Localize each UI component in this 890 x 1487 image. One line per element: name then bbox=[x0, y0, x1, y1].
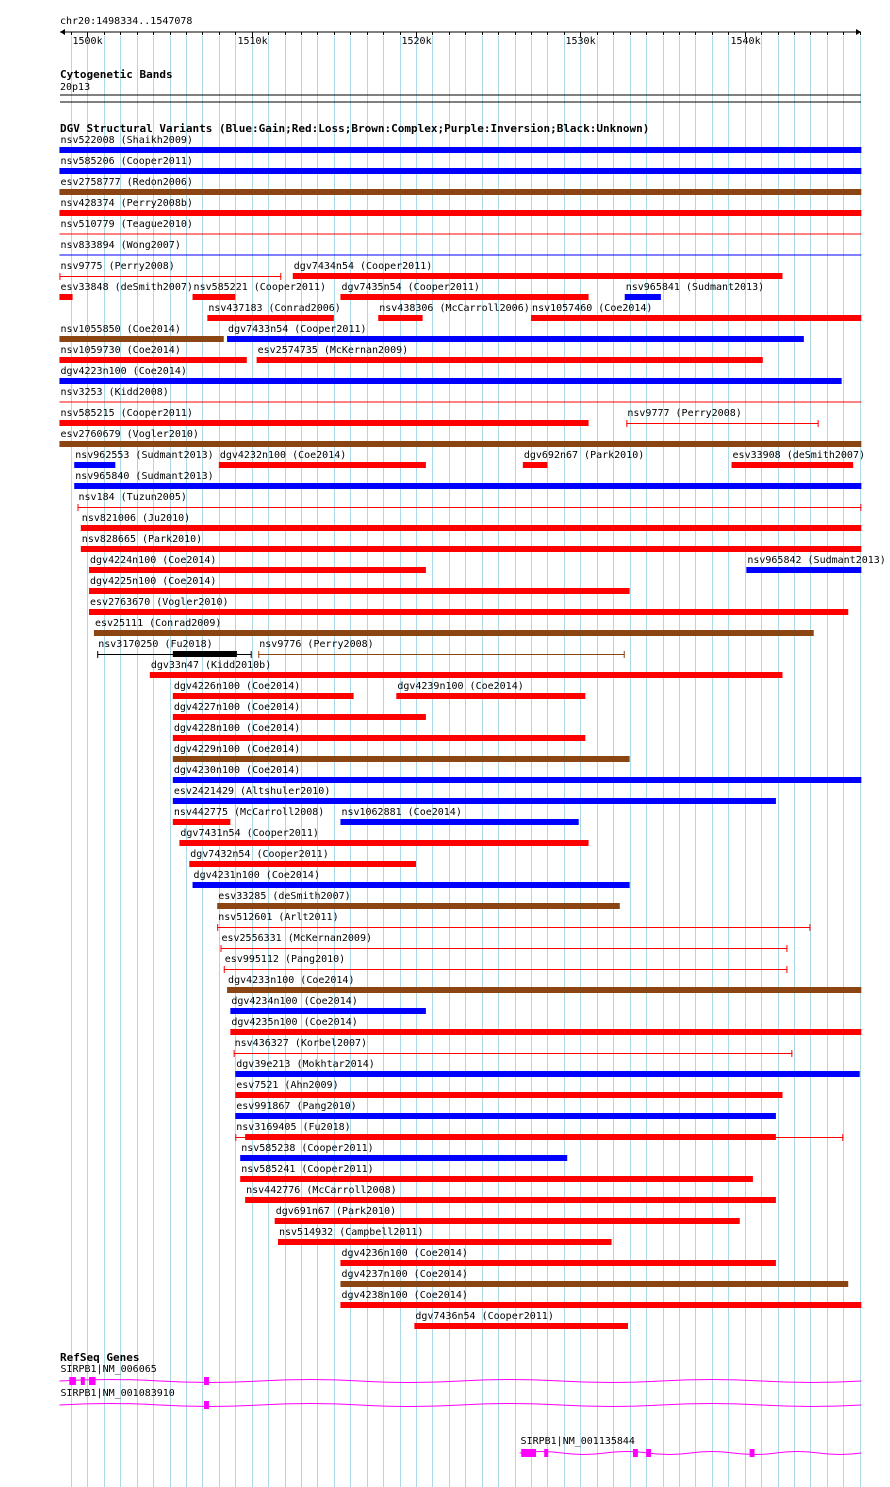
dgv-variant[interactable] bbox=[340, 1248, 775, 1266]
dgv-variant-label: nsv1055850 (Coe2014) bbox=[60, 324, 181, 335]
refseq-track-title: RefSeq Genes bbox=[60, 1351, 140, 1364]
ruler-tick-label: 1540k bbox=[730, 36, 761, 47]
dgv-variant-label: nsv514932 (Campbell2011) bbox=[278, 1227, 424, 1238]
dgv-variant-label: esv991867 (Pang2010) bbox=[236, 1101, 357, 1112]
dgv-variant[interactable] bbox=[59, 135, 861, 153]
dgv-variant[interactable] bbox=[173, 765, 862, 783]
dgv-variant[interactable] bbox=[59, 345, 246, 363]
dgv-variant-bar[interactable] bbox=[414, 1323, 628, 1329]
dgv-variant[interactable] bbox=[235, 1080, 782, 1098]
dgv-variant-label: dgv4223n100 (Coe2014) bbox=[60, 366, 187, 377]
dgv-variant-label: dgv4237n100 (Coe2014) bbox=[341, 1269, 468, 1280]
refseq-track[interactable] bbox=[59, 1351, 861, 1457]
dgv-variant-label: nsv1057460 (Coe2014) bbox=[532, 303, 653, 314]
dgv-variant[interactable] bbox=[275, 1206, 740, 1224]
dgv-variant-bar[interactable] bbox=[193, 882, 630, 888]
dgv-variant-bar[interactable] bbox=[89, 567, 426, 573]
dgv-variant[interactable] bbox=[258, 639, 624, 658]
dgv-variant-bar[interactable] bbox=[173, 735, 585, 741]
dgv-variant-label: dgv4233n100 (Coe2014) bbox=[228, 975, 355, 986]
dgv-variant[interactable] bbox=[240, 1143, 567, 1161]
dgv-variant-label: dgv7433n54 (Cooper2011) bbox=[228, 324, 367, 335]
dgv-variant-label: nsv821006 (Ju2010) bbox=[81, 513, 191, 524]
dgv-variant-bar[interactable] bbox=[340, 1302, 861, 1308]
dgv-variant-label: dgv4228n100 (Coe2014) bbox=[173, 723, 301, 734]
dgv-variant[interactable] bbox=[150, 660, 783, 678]
dgv-variant[interactable] bbox=[207, 303, 340, 321]
dgv-variant-label: dgv4224n100 (Coe2014) bbox=[90, 555, 217, 566]
dgv-variant-bar[interactable] bbox=[59, 210, 861, 216]
dgv-variant-label: nsv965841 (Sudmant2013) bbox=[625, 282, 765, 293]
dgv-variant-bar[interactable] bbox=[531, 315, 861, 321]
dgv-variant[interactable] bbox=[396, 681, 585, 699]
dgv-variant[interactable] bbox=[59, 408, 588, 426]
dgv-variant-label: esv7521 (Ahn2009) bbox=[236, 1080, 339, 1091]
dgv-variant-bar[interactable] bbox=[173, 756, 630, 762]
dgv-variant-bar[interactable] bbox=[240, 1155, 567, 1161]
dgv-variant-bar[interactable] bbox=[257, 357, 763, 363]
refseq-gene-label: SIRPB1|NM_001083910 bbox=[60, 1388, 175, 1399]
dgv-variant-bar[interactable] bbox=[173, 798, 776, 804]
dgv-variant[interactable] bbox=[59, 282, 192, 300]
dgv-variant-label: nsv428374 (Perry2008b) bbox=[60, 198, 193, 209]
dgv-variant-bar[interactable] bbox=[217, 903, 620, 909]
dgv-track-title: DGV Structural Variants (Blue:Gain;Red:Loss;Brown:Complex;Purple:Inversion;Black:Unknown) bbox=[60, 122, 650, 135]
ruler-tick-label: 1530k bbox=[565, 36, 596, 47]
refseq-exon[interactable] bbox=[204, 1401, 209, 1409]
refseq-intron-line bbox=[59, 1404, 861, 1407]
dgv-variant-bar[interactable] bbox=[625, 294, 661, 300]
dgv-variant-label: dgv7432n54 (Cooper2011) bbox=[190, 849, 329, 860]
dgv-variant-bar[interactable] bbox=[523, 462, 548, 468]
dgv-variant-label: nsv3253 (Kidd2008) bbox=[60, 387, 169, 398]
dgv-variant-bar[interactable] bbox=[81, 525, 862, 531]
dgv-variant-label: esv2574735 (McKernan2009) bbox=[257, 345, 409, 356]
dgv-variant-label: esv2758777 (Redon2006) bbox=[60, 177, 193, 188]
dgv-variant[interactable] bbox=[414, 1311, 628, 1329]
refseq-exon[interactable] bbox=[521, 1449, 536, 1457]
dgv-variant-bar[interactable] bbox=[74, 483, 861, 489]
dgv-variant[interactable] bbox=[340, 282, 588, 300]
refseq-exon[interactable] bbox=[81, 1377, 85, 1385]
dgv-variant-bar[interactable] bbox=[173, 777, 862, 783]
dgv-variant-bar[interactable] bbox=[227, 987, 861, 993]
dgv-variant[interactable] bbox=[193, 282, 326, 300]
dgv-variant-bar[interactable] bbox=[240, 1176, 753, 1182]
refseq-exon[interactable] bbox=[750, 1449, 755, 1457]
dgv-variant-bar[interactable] bbox=[189, 861, 416, 867]
dgv-variant-bar[interactable] bbox=[235, 1113, 776, 1119]
dgv-variant-label: dgv4230n100 (Coe2014) bbox=[173, 765, 301, 776]
dgv-variant-label: nsv442776 (McCarroll2008) bbox=[246, 1185, 397, 1196]
dgv-variant-label: nsv965840 (Sudmant2013) bbox=[75, 471, 214, 482]
dgv-variant-label: nsv585215 (Cooper2011) bbox=[60, 408, 193, 419]
refseq-gene-label: SIRPB1|NM_006065 bbox=[60, 1364, 157, 1375]
refseq-exon[interactable] bbox=[633, 1449, 638, 1457]
dgv-variant-label: dgv4225n100 (Coe2014) bbox=[90, 576, 217, 587]
dgv-variant[interactable] bbox=[173, 702, 426, 720]
dgv-variant-bar[interactable] bbox=[340, 294, 588, 300]
dgv-variant-label: nsv3170250 (Fu2018) bbox=[98, 639, 213, 650]
dgv-variant[interactable] bbox=[94, 618, 814, 636]
dgv-variant[interactable] bbox=[81, 534, 862, 552]
dgv-variant-label: nsv585221 (Cooper2011) bbox=[193, 282, 327, 293]
refseq-exon[interactable] bbox=[89, 1377, 96, 1385]
ruler-tick-label: 1500k bbox=[72, 36, 103, 47]
refseq-gene[interactable] bbox=[59, 1388, 861, 1409]
dgv-variant[interactable] bbox=[523, 450, 644, 468]
dgv-variant-bar[interactable] bbox=[340, 819, 578, 825]
dgv-variant-label: dgv4231n100 (Coe2014) bbox=[193, 870, 320, 881]
dgv-variant-label: nsv965842 (Sudmant2013) bbox=[747, 555, 886, 566]
dgv-variant-label: nsv184 (Tuzun2005) bbox=[78, 492, 187, 503]
dgv-variant-bar[interactable] bbox=[59, 357, 246, 363]
cytoband-label: 20p13 bbox=[60, 82, 91, 93]
ruler-tick-label: 1520k bbox=[401, 36, 432, 47]
dgv-variant[interactable] bbox=[59, 240, 861, 255]
dgv-variant-label: dgv4234n100 (Coe2014) bbox=[231, 996, 358, 1007]
dgv-variant[interactable] bbox=[89, 597, 848, 615]
dgv-variant-label: nsv436327 (Korbel2007) bbox=[234, 1038, 368, 1049]
dgv-variant-label: dgv691n67 (Park2010) bbox=[275, 1206, 397, 1217]
refseq-gene[interactable] bbox=[59, 1364, 861, 1385]
dgv-variant-label: nsv3169405 (Fu2018) bbox=[236, 1122, 351, 1133]
dgv-variant[interactable] bbox=[173, 723, 585, 741]
dgv-variant-label: esv2556331 (McKernan2009) bbox=[221, 933, 372, 944]
dgv-variant[interactable] bbox=[217, 912, 810, 931]
dgv-variant-label: nsv512601 (Arlt2011) bbox=[218, 912, 339, 923]
dgv-variant-bar[interactable] bbox=[275, 1218, 740, 1224]
dgv-variant[interactable] bbox=[217, 891, 620, 909]
dgv-variant-bar[interactable] bbox=[81, 546, 862, 552]
dgv-variant[interactable] bbox=[59, 324, 223, 342]
refseq-exon[interactable] bbox=[69, 1377, 76, 1385]
dgv-variant-label: nsv828665 (Park2010) bbox=[81, 534, 203, 545]
refseq-exon[interactable] bbox=[646, 1449, 651, 1457]
dgv-variant-label: esv33908 (deSmith2007) bbox=[732, 450, 865, 461]
dgv-variant-label: esv995112 (Pang2010) bbox=[224, 954, 346, 965]
dgv-variant-bar[interactable] bbox=[94, 630, 814, 636]
dgv-variant[interactable] bbox=[245, 1185, 776, 1203]
refseq-exon[interactable] bbox=[544, 1449, 548, 1457]
dgv-variant-label: dgv33n47 (Kidd2010b) bbox=[150, 660, 272, 671]
dgv-variant[interactable] bbox=[235, 1122, 843, 1141]
dgv-variant-bar[interactable] bbox=[59, 378, 841, 384]
dgv-variant-bar[interactable] bbox=[219, 462, 426, 468]
cytoband-track[interactable] bbox=[60, 68, 861, 102]
dgv-variant-bar[interactable] bbox=[59, 420, 588, 426]
dgv-variant[interactable] bbox=[74, 471, 861, 489]
dgv-variant-label: esv33285 (deSmith2007) bbox=[218, 891, 351, 902]
dgv-variant[interactable] bbox=[59, 429, 861, 447]
dgv-variant-bar[interactable] bbox=[150, 672, 783, 678]
dgv-variant[interactable] bbox=[257, 345, 763, 363]
dgv-variant-bar[interactable] bbox=[173, 819, 231, 825]
dgv-variant-label: nsv585238 (Cooper2011) bbox=[241, 1143, 374, 1154]
dgv-variant-bar[interactable] bbox=[230, 1008, 426, 1014]
dgv-variant-bar[interactable] bbox=[173, 714, 426, 720]
dgv-variant[interactable] bbox=[230, 1017, 861, 1035]
dgv-variant[interactable] bbox=[224, 954, 788, 973]
dgv-variant-core-bar[interactable] bbox=[173, 651, 237, 657]
dgv-variant-label: nsv833894 (Wong2007) bbox=[60, 240, 181, 251]
dgv-variant[interactable] bbox=[74, 450, 213, 468]
dgv-variant-bar[interactable] bbox=[396, 693, 585, 699]
dgv-variant-label: nsv1062881 (Coe2014) bbox=[341, 807, 462, 818]
dgv-variant-bar[interactable] bbox=[227, 336, 804, 342]
dgv-variant-label: nsv1059730 (Coe2014) bbox=[60, 345, 181, 356]
dgv-variant-label: dgv7434n54 (Cooper2011) bbox=[293, 261, 433, 272]
dgv-variant[interactable] bbox=[378, 303, 530, 321]
dgv-variant-label: dgv4236n100 (Coe2014) bbox=[341, 1248, 468, 1259]
dgv-variant[interactable] bbox=[89, 576, 630, 594]
dgv-variant-label: esv2421429 (Altshuler2010) bbox=[173, 786, 331, 797]
dgv-variant[interactable] bbox=[220, 933, 787, 952]
dgv-variant-label: esv2763670 (Vogler2010) bbox=[90, 597, 229, 608]
dgv-variant[interactable] bbox=[59, 198, 861, 216]
dgv-variant[interactable] bbox=[235, 1101, 776, 1119]
dgv-variant-bar[interactable] bbox=[193, 294, 236, 300]
dgv-variant[interactable] bbox=[59, 177, 861, 195]
dgv-variant-bar[interactable] bbox=[732, 462, 854, 468]
dgv-variant-label: dgv4238n100 (Coe2014) bbox=[341, 1290, 468, 1301]
refseq-gene-label: SIRPB1|NM_001135844 bbox=[520, 1436, 635, 1447]
dgv-variant-label: nsv442775 (McCarroll2008) bbox=[173, 807, 325, 818]
dgv-variant-label: dgv4232n100 (Coe2014) bbox=[219, 450, 347, 461]
dgv-variant-bar[interactable] bbox=[89, 588, 630, 594]
dgv-variant[interactable] bbox=[340, 1269, 848, 1287]
dgv-variant-bar[interactable] bbox=[59, 294, 72, 300]
dgv-variant-bar[interactable] bbox=[746, 567, 861, 573]
dgv-variant-label: nsv437183 (Conrad2006) bbox=[208, 303, 341, 314]
ruler[interactable] bbox=[60, 16, 861, 47]
dgv-variant[interactable] bbox=[240, 1164, 753, 1182]
dgv-variant[interactable] bbox=[293, 261, 783, 279]
dgv-variant-label: nsv9775 (Perry2008) bbox=[60, 261, 175, 272]
dgv-variant-bar[interactable] bbox=[59, 336, 223, 342]
dgv-variant-label: dgv39e213 (Mokhtar2014) bbox=[236, 1059, 375, 1070]
dgv-variant[interactable] bbox=[78, 492, 862, 511]
dgv-variant-label: nsv438306 (McCarroll2006) bbox=[379, 303, 530, 314]
dgv-variant-label: dgv7436n54 (Cooper2011) bbox=[415, 1311, 554, 1322]
dgv-variant[interactable] bbox=[227, 975, 861, 993]
dgv-variant[interactable] bbox=[81, 513, 862, 531]
dgv-variant-bar[interactable] bbox=[235, 1092, 782, 1098]
dgv-variant-bar[interactable] bbox=[74, 462, 115, 468]
dgv-variant-bar[interactable] bbox=[278, 1239, 612, 1245]
dgv-variant[interactable] bbox=[732, 450, 865, 468]
dgv-variant-label: dgv7431n54 (Cooper2011) bbox=[180, 828, 319, 839]
dgv-variant[interactable] bbox=[625, 282, 764, 300]
dgv-variant[interactable] bbox=[626, 408, 818, 427]
dgv-variant-bar[interactable] bbox=[89, 609, 848, 615]
dgv-variant[interactable] bbox=[230, 996, 426, 1014]
dgv-variant-bar[interactable] bbox=[179, 840, 588, 846]
dgv-variant[interactable] bbox=[59, 387, 861, 402]
dgv-variant[interactable] bbox=[340, 807, 578, 825]
dgv-variant[interactable] bbox=[173, 744, 630, 762]
dgv-variant-bar[interactable] bbox=[230, 1029, 861, 1035]
dgv-variant-label: esv33848 (deSmith2007) bbox=[60, 282, 193, 293]
dgv-variant-label: dgv4239n100 (Coe2014) bbox=[397, 681, 524, 692]
dgv-variant-label: nsv522008 (Shaikh2009) bbox=[60, 135, 193, 146]
dgv-variant[interactable] bbox=[278, 1227, 612, 1245]
dgv-variant-label: nsv9776 (Perry2008) bbox=[259, 639, 374, 650]
dgv-variant-bar[interactable] bbox=[59, 189, 861, 195]
dgv-variant-bar[interactable] bbox=[59, 147, 861, 153]
dgv-variant[interactable] bbox=[531, 303, 861, 321]
dgv-variant-label: dgv692n67 (Park2010) bbox=[523, 450, 645, 461]
dgv-variant[interactable] bbox=[173, 681, 354, 699]
dgv-variant[interactable] bbox=[189, 849, 416, 867]
dgv-variant-bar[interactable] bbox=[207, 315, 334, 321]
dgv-variant[interactable] bbox=[59, 219, 861, 234]
dgv-variant-label: dgv7435n54 (Cooper2011) bbox=[341, 282, 480, 293]
dgv-variant-label: dgv4227n100 (Coe2014) bbox=[173, 702, 301, 713]
dgv-variant-label: esv2760679 (Vogler2010) bbox=[60, 429, 199, 440]
dgv-variant[interactable] bbox=[746, 555, 885, 573]
dgv-variant-label: nsv510779 (Teague2010) bbox=[60, 219, 193, 230]
dgv-variant-bar[interactable] bbox=[293, 273, 783, 279]
locus-label: chr20:1498334..1547078 bbox=[60, 16, 193, 27]
dgv-variant-label: esv25111 (Conrad2009) bbox=[94, 618, 222, 629]
dgv-variant[interactable] bbox=[59, 156, 861, 174]
dgv-variant[interactable] bbox=[59, 366, 841, 384]
dgv-variant-label: nsv9777 (Perry2008) bbox=[627, 408, 742, 419]
dgv-variant-bar[interactable] bbox=[59, 441, 861, 447]
dgv-variant-bar[interactable] bbox=[235, 1071, 859, 1077]
refseq-exon[interactable] bbox=[204, 1377, 209, 1385]
cytoband-track-title: Cytogenetic Bands bbox=[60, 68, 173, 81]
ruler-tick-label: 1510k bbox=[237, 36, 268, 47]
dgv-variant-bar[interactable] bbox=[340, 1260, 775, 1266]
dgv-variant-label: nsv585206 (Cooper2011) bbox=[60, 156, 193, 167]
refseq-genes[interactable] bbox=[59, 1364, 861, 1457]
dgv-variant-bar[interactable] bbox=[340, 1281, 848, 1287]
dgv-variant[interactable] bbox=[173, 786, 776, 804]
dgv-variant-bar[interactable] bbox=[378, 315, 422, 321]
dgv-variant-label: dgv4229n100 (Coe2014) bbox=[173, 744, 301, 755]
dgv-variant[interactable] bbox=[340, 1290, 861, 1308]
dgv-variant-core-bar[interactable] bbox=[245, 1134, 776, 1140]
dgv-variant-bar[interactable] bbox=[245, 1197, 776, 1203]
refseq-intron-line bbox=[59, 1380, 861, 1383]
dgv-variant-label: dgv4235n100 (Coe2014) bbox=[231, 1017, 358, 1028]
dgv-variant[interactable] bbox=[89, 555, 426, 573]
dgv-variant-label: nsv962553 (Sudmant2013) bbox=[75, 450, 214, 461]
dgv-variant-bar[interactable] bbox=[173, 693, 354, 699]
dgv-variant[interactable] bbox=[219, 450, 426, 468]
dgv-variant-label: nsv585241 (Cooper2011) bbox=[241, 1164, 374, 1175]
dgv-variant-bar[interactable] bbox=[59, 168, 861, 174]
dgv-variant-label: dgv4226n100 (Coe2014) bbox=[173, 681, 301, 692]
